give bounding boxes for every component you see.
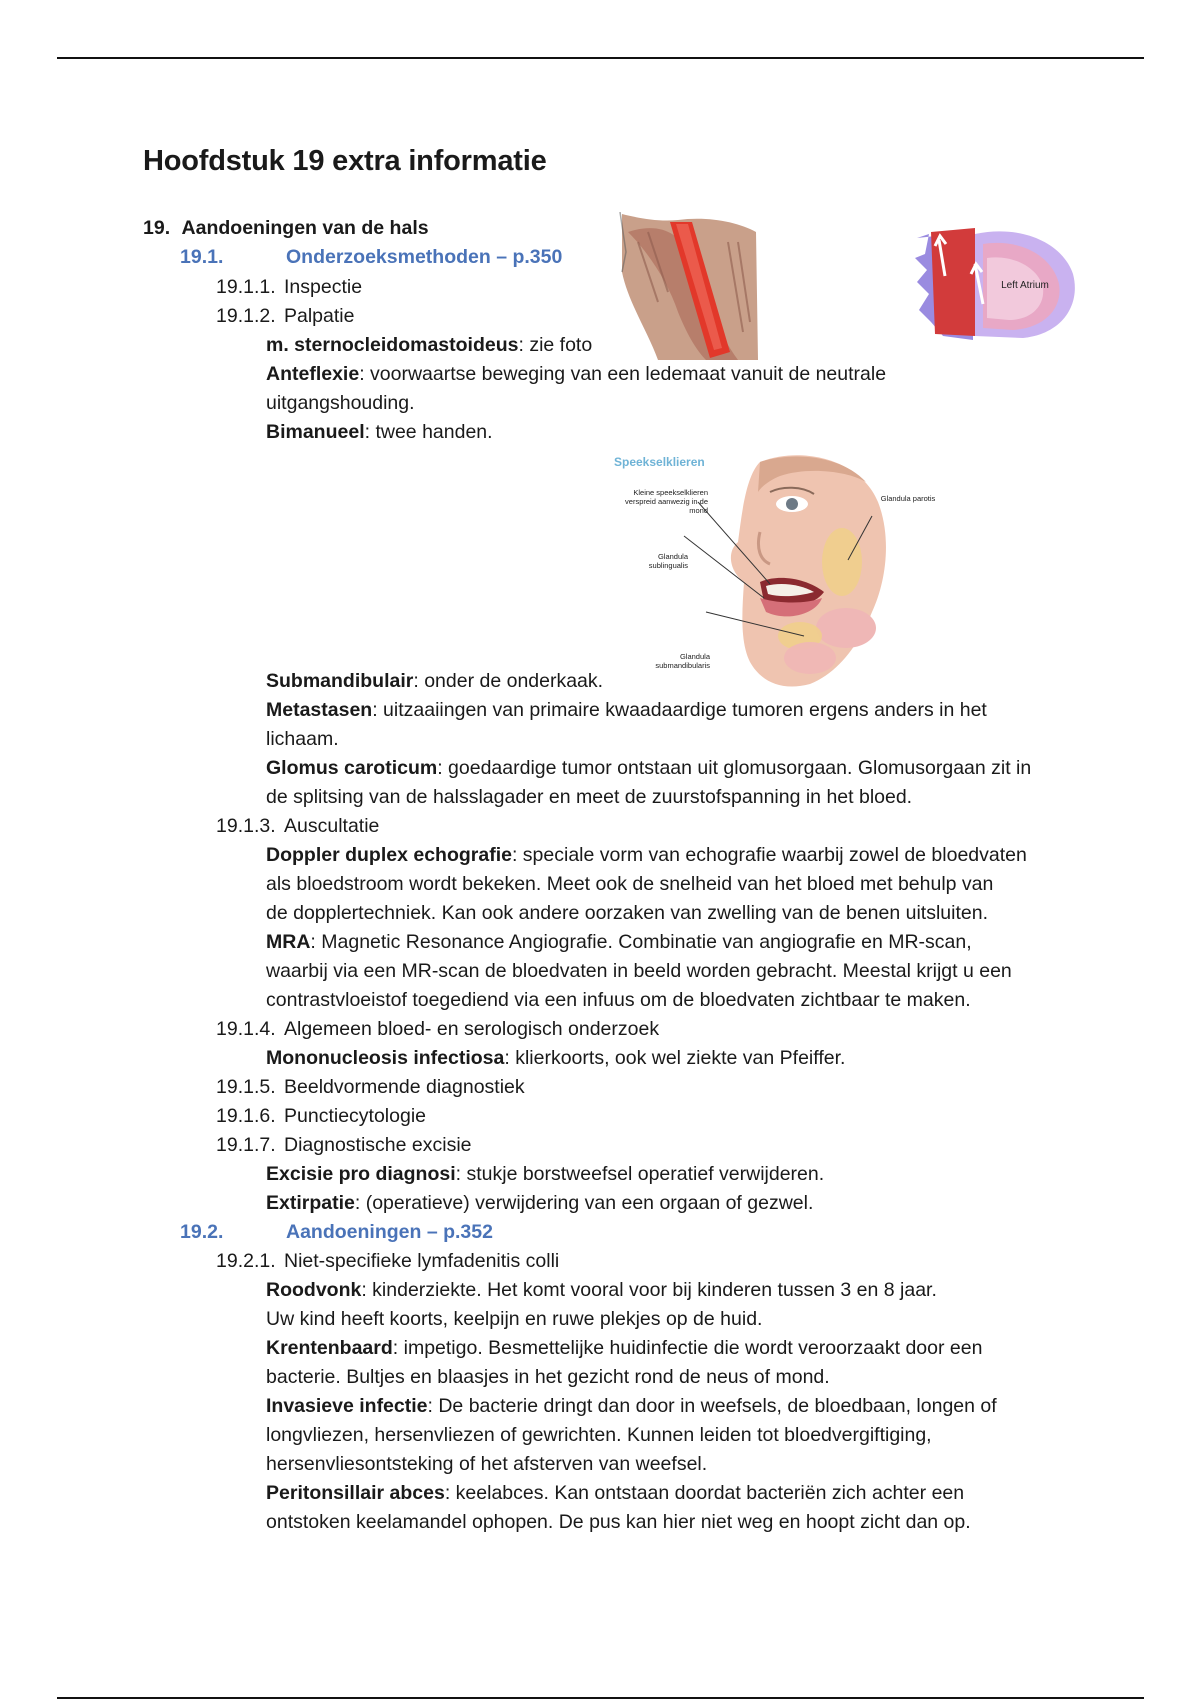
subsection-19-1-2 [216,302,354,331]
subsection-19-1-1 [216,273,362,302]
label-sublingual: Glandula sublingualis [648,552,688,570]
term-line [266,1160,824,1189]
definition: : stukje borstweefsel operatief verwijderen. [455,1163,825,1185]
definition-continuation: Uw kind heeft koorts, keelpijn en ruwe plekjes op de huid. [266,1308,763,1330]
subsection-19-1-3 [216,812,379,841]
term: Roodvonk [266,1279,362,1301]
term-line [266,1479,964,1508]
section-number: 19.1. [180,246,224,268]
definition: : speciale vorm van echografie waarbij zowel de bloedvaten [511,844,1027,866]
subsection-title: Punctiecytologie [284,1105,427,1127]
section-title: Onderzoeksmethoden – p.350 [286,246,563,268]
definition-continuation: contrastvloeistof toegediend via een infuus om de bloedvaten zichtbaar te maken. [266,989,971,1011]
section-heading-19-2 [180,1218,493,1247]
subsection-number: 19.1.3. [216,815,276,837]
subsection-number: 19.1.6. [216,1105,276,1127]
term: Submandibulair [266,670,414,692]
definition: : keelabces. Kan ontstaan doordat bacteriën zich achter een [444,1482,965,1504]
definition-continuation: als bloedstroom wordt bekeken. Meet ook de snelheid van het bloed met behulp van [266,873,994,895]
definition-continuation: uitgangshouding. [266,392,415,414]
term-line [266,1044,845,1073]
definition: : impetigo. Besmettelijke huidinfectie die wordt veroorzaakt door een [392,1337,983,1359]
definition: : onder de onderkaak. [413,670,604,692]
chapter-heading [143,214,429,243]
subsection-title: Inspectie [284,276,363,298]
definition-continuation: bacterie. Bultjes en blaasjes in het gezicht rond de neus of mond. [266,1366,830,1388]
term: Krentenbaard [266,1337,393,1359]
submandibular-gland [816,608,876,648]
salivary-glands-illustration [610,452,945,692]
definition: : (operatieve) verwijdering van een orgaan of gezwel. [354,1192,814,1214]
subsection-19-1-7 [216,1131,472,1160]
definition: : De bacterie dringt dan door in weefsels, de bloedbaan, longen of [427,1395,997,1417]
section-heading-19-1 [180,243,562,272]
definition: : twee handen. [364,421,493,443]
heart-atrium-illustration [913,224,1083,342]
label-submandibular: Glandula submandibularis [655,652,710,670]
term-line [266,418,493,447]
subsection-19-1-4 [216,1015,659,1044]
subsection-number: 19.1.2. [216,305,276,327]
label-small-glands: Kleine speekselklieren verspreid aanwezig in de mond [625,488,708,515]
definition: : klierkoorts, ook wel ziekte van Pfeiffer. [504,1047,846,1069]
term: Invasieve infectie [266,1395,428,1417]
term: Anteflexie [266,363,360,385]
definition-continuation: waarbij via een MR-scan de bloedvaten in beeld worden gebracht. Meestal krijgt u een [266,960,1012,982]
definition-continuation: ontstoken keelamandel ophopen. De pus kan hier niet weg en hoopt zicht dan op. [266,1511,971,1533]
term-line [266,1334,982,1363]
definition: : Magnetic Resonance Angiografie. Combinatie van angiografie en MR-scan, [310,931,972,953]
heart-label: Left Atrium [1001,280,1049,291]
term-line [266,1392,997,1421]
section-number: 19.2. [180,1221,224,1243]
term: m. sternocleidomastoideus [266,334,519,356]
top-rule [57,57,1144,59]
term-line [266,360,886,389]
definition: : kinderziekte. Het komt vooral voor bij kinderen tussen 3 en 8 jaar. [361,1279,937,1301]
term-line [266,696,987,725]
term: MRA [266,931,311,953]
subsection-title: Niet-specifieke lymfadenitis colli [284,1250,560,1272]
definition: : zie foto [518,334,593,356]
term: Doppler duplex echografie [266,844,512,866]
bottom-rule [57,1697,1144,1699]
section-title: Aandoeningen – p.352 [286,1221,493,1243]
subsection-19-2-1 [216,1247,559,1276]
subsection-title: Algemeen bloed- en serologisch onderzoek [284,1018,660,1040]
subsection-number: 19.1.7. [216,1134,276,1156]
term-line [266,331,592,360]
term: Bimanueel [266,421,365,443]
chapter-title: Aandoeningen van de hals [181,217,429,239]
figure-title: Speekselklieren [614,455,705,469]
definition: : uitzaaiingen van primaire kwaadaardige tumoren ergens anders in het [372,699,987,721]
subsection-number: 19.1.5. [216,1076,276,1098]
definition-continuation: de dopplertechniek. Kan ook andere oorzaken van zwelling van de benen uitsluiten. [266,902,988,924]
label-parotis: Glandula parotis [880,494,936,503]
subsection-title: Palpatie [284,305,355,327]
subsection-number: 19.2.1. [216,1250,276,1272]
term-line [266,928,972,957]
parotid-gland [822,528,862,596]
term: Excisie pro diagnosi [266,1163,456,1185]
page-title: Hoofdstuk 19 extra informatie [143,145,547,177]
term: Metastasen [266,699,373,721]
chapter-number: 19. [143,217,171,239]
subsection-19-1-5 [216,1073,525,1102]
term: Glomus caroticum [266,757,438,779]
term: Extirpatie [266,1192,355,1214]
term-line [266,1189,813,1218]
subsection-title: Diagnostische excisie [284,1134,472,1156]
subsection-title: Auscultatie [284,815,380,837]
term-line [266,841,1027,870]
subsection-19-1-6 [216,1102,426,1131]
term-line [266,754,1031,783]
neck-muscle-illustration [618,212,762,360]
subsection-number: 19.1.1. [216,276,276,298]
subsection-title: Beeldvormende diagnostiek [284,1076,525,1098]
term: Mononucleosis infectiosa [266,1047,505,1069]
term-line [266,667,603,696]
term: Peritonsillair abces [266,1482,445,1504]
definition-continuation: longvliezen, hersenvliezen of gewrichten. Kunnen leiden tot bloedvergiftiging, [266,1424,932,1446]
definition: : voorwaartse beweging van een ledemaat vanuit de neutrale [359,363,887,385]
subsection-number: 19.1.4. [216,1018,276,1040]
definition-continuation: lichaam. [266,728,339,750]
definition: : goedaardige tumor ontstaan uit glomusorgaan. Glomusorgaan zit in [437,757,1032,779]
definition-continuation: hersenvliesontsteking of het afsterven van weefsel. [266,1453,708,1475]
term-line [266,1276,937,1305]
definition-continuation: de splitsing van de halsslagader en meet de zuurstofspanning in het bloed. [266,786,913,808]
